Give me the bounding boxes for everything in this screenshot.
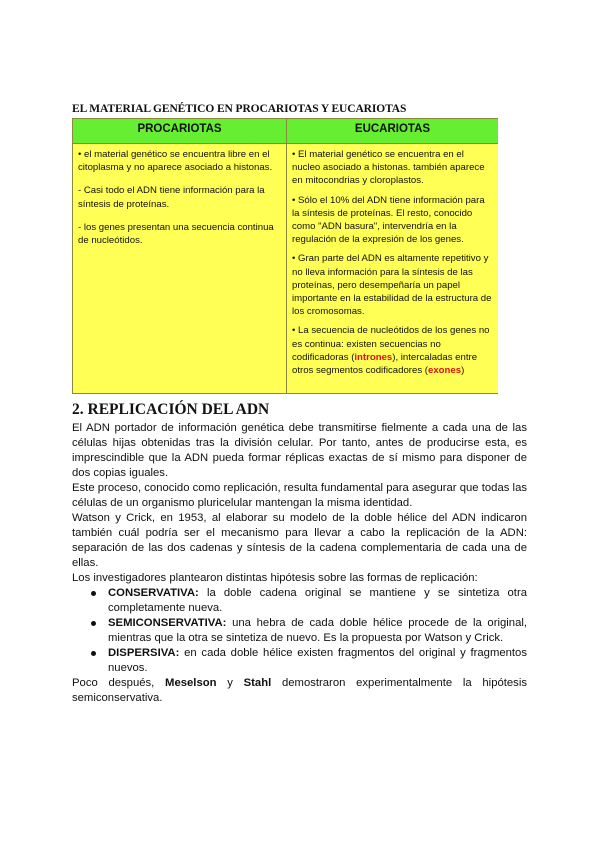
- scientist-name: Meselson: [165, 677, 217, 689]
- bullet-icon: [91, 651, 96, 656]
- bullet-icon: [91, 591, 96, 596]
- closing-text: Poco después,: [72, 677, 166, 689]
- eukaryote-item-text: ), intercaladas entre otros segmentos codificadores (: [292, 351, 478, 377]
- prokaryote-item: - los genes presentan una secuencia continua de nucleótidos.: [78, 221, 274, 247]
- eukaryotes-column: [286, 119, 498, 393]
- eukaryote-item-text: • La secuencia de nucleótidos de los genes no es continua: existen secuencias no codificadoras (: [292, 325, 490, 363]
- hypothesis-text: la doble cadena original se mantiene y se sintetiza otra completamente nueva.: [108, 587, 527, 614]
- hypothesis-term: DISPERSIVA:: [108, 647, 180, 659]
- paragraph: Los investigadores plantearon distintas hipótesis sobre las formas de replicación:: [72, 572, 478, 584]
- eukaryotes-header: EUCARIOTAS: [287, 119, 498, 144]
- comparison-table: [72, 118, 498, 394]
- prokaryote-item: - Casi todo el ADN tiene información para la síntesis de proteínas.: [78, 185, 265, 210]
- eukaryote-item: • El material genético se encuentra en el nucleo asociado a histonas. también aparece en mitocondrias y cloroplastos.: [292, 149, 485, 187]
- hypotheses-list: [72, 586, 527, 676]
- section-body: [72, 421, 527, 706]
- list-item: [108, 646, 527, 676]
- paragraph: El ADN portador de información genética debe transmitirse fielmente a cada una de las células hijas obtenidas tras la división celular. Por tanto, antes de producirse esta, es imprescindible que la ADN pueda formar réplicas exactas de sí mismo para disponer de dos copias iguales.: [72, 422, 527, 479]
- list-item: [108, 616, 527, 646]
- eukaryote-item: • Sólo el 10% del ADN tiene información para la síntesis de proteínas. El resto, conocido como "ADN basura", intervendría en la regulación de la expresión de los genes.: [292, 194, 485, 246]
- prokaryotes-header: PROCARIOTAS: [73, 119, 286, 144]
- hypothesis-text: en cada doble hélice existen fragmentos del original y fragmentos nuevos.: [108, 647, 527, 674]
- closing-text: y: [216, 677, 244, 689]
- eukaryote-item: • Gran parte del ADN es altamente repetitivo y no lleva información para la síntesis de las proteínas, pero desempeñaría un papel importante en la estabilidad de la estructura de los cromosomas.: [292, 253, 492, 318]
- hypothesis-text: una hebra de cada doble hélice procede de la original, mientras que la otra se sintetiza de nuevo. Es la propuesta por Watson y Crick.: [108, 617, 527, 644]
- section-heading: 2. REPLICACIÓN DEL ADN: [72, 401, 270, 418]
- paragraph: Este proceso, conocido como replicación, resulta fundamental para asegurar que todas las células de un organismo pluricelular mantengan la misma identidad.: [72, 482, 527, 509]
- closing-paragraph: [72, 676, 527, 706]
- hypothesis-term: CONSERVATIVA:: [108, 587, 199, 599]
- prokaryote-item: • el material genético se encuentra libre en el citoplasma y no aparece asociado a histonas.: [78, 149, 273, 174]
- introns-highlight: intrones: [354, 351, 393, 363]
- eukaryote-item-introns-exons: [292, 324, 493, 377]
- eukaryote-item-text: ): [461, 365, 465, 377]
- closing-text: demostraron experimentalmente la hipótesis semiconservativa.: [72, 677, 527, 704]
- prokaryotes-column: [73, 119, 286, 393]
- bullet-icon: [91, 621, 96, 626]
- table-title: EL MATERIAL GENÉTICO EN PROCARIOTAS Y EUCARIOTAS: [72, 103, 407, 115]
- eukaryotes-body: [287, 144, 498, 393]
- paragraph: Watson y Crick, en 1953, al elaborar su modelo de la doble hélice del ADN indicaron también cuál podría ser el mecanismo para llevar a cabo la replicación de la ADN: separación de las dos cadenas y síntesis de la cadena complementaria de cada una de ellas.: [72, 512, 527, 569]
- scientist-name: Stahl: [243, 677, 272, 689]
- hypothesis-term: SEMICONSERVATIVA:: [108, 617, 227, 629]
- prokaryotes-body: [73, 144, 286, 393]
- list-item: [108, 586, 527, 616]
- exons-highlight: exones: [427, 365, 462, 377]
